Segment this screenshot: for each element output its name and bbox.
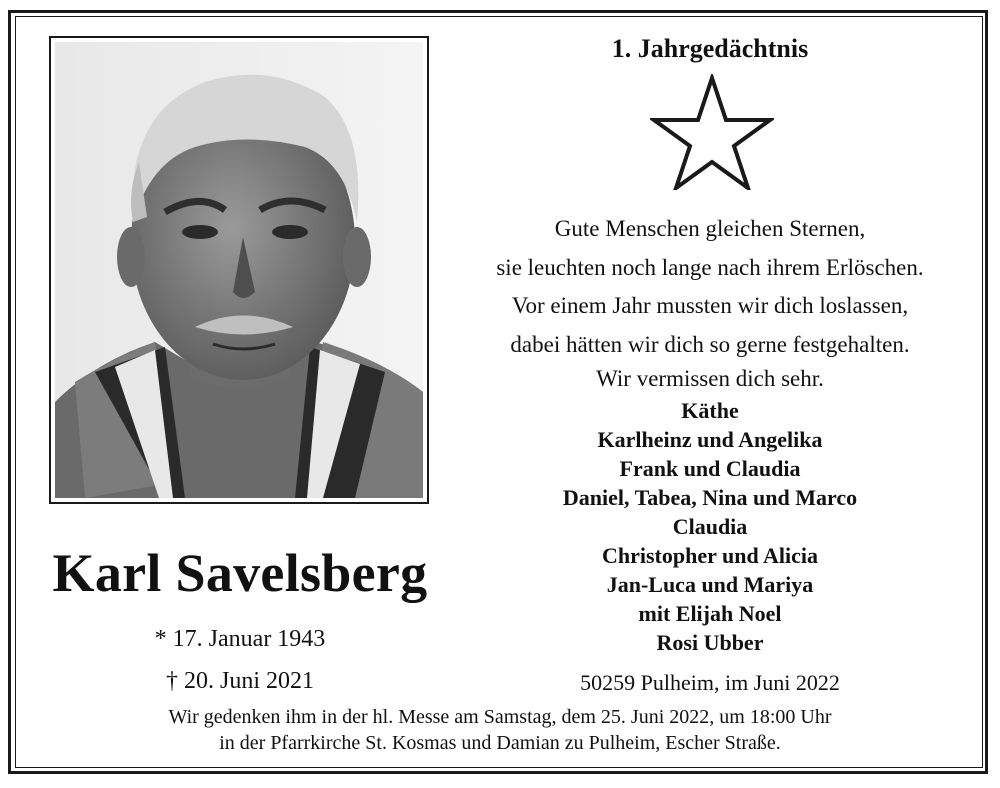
mourner: Karlheinz und Angelika xyxy=(597,427,823,452)
mourner: Daniel, Tabea, Nina und Marco xyxy=(562,485,858,510)
page-title: 1. Jahrgedächtnis xyxy=(611,34,809,63)
mourner: Jan-Luca und Mariya xyxy=(606,572,814,597)
mourner: Rosi Ubber xyxy=(656,630,764,655)
death-date: † 20. Juni 2021 xyxy=(165,668,314,694)
mass-notice-line-2: in der Pfarrkirche St. Kosmas und Damian zu Pulheim, Escher Straße. xyxy=(219,732,781,754)
poem-line: Gute Menschen gleichen Sternen, xyxy=(554,216,866,241)
mourner: Claudia xyxy=(672,514,748,539)
mourner: Christopher und Alicia xyxy=(602,543,818,568)
star-outline-icon xyxy=(650,74,774,190)
missing-line: Wir vermissen dich sehr. xyxy=(596,366,824,391)
poem-line: Vor einem Jahr mussten wir dich loslassen, xyxy=(511,293,909,318)
deceased-name: Karl Savelsberg xyxy=(52,543,428,603)
poem-line: sie leuchten noch lange nach ihrem Erlöschen. xyxy=(496,254,924,280)
mourner-list xyxy=(470,396,950,657)
mass-notice-line-1: Wir gedenken ihm in der hl. Messe am Samstag, dem 25. Juni 2022, um 18:00 Uhr xyxy=(168,706,832,728)
mourner: Käthe xyxy=(681,398,739,423)
portrait-photo xyxy=(49,36,429,504)
mourner: Frank und Claudia xyxy=(619,456,801,481)
birth-date: * 17. Januar 1943 xyxy=(154,626,326,652)
mourner: mit Elijah Noel xyxy=(638,601,782,626)
poem-line: dabei hätten wir dich so gerne festgehalten. xyxy=(510,331,910,357)
poem xyxy=(470,210,950,364)
place-date: 50259 Pulheim, im Juni 2022 xyxy=(580,670,840,695)
